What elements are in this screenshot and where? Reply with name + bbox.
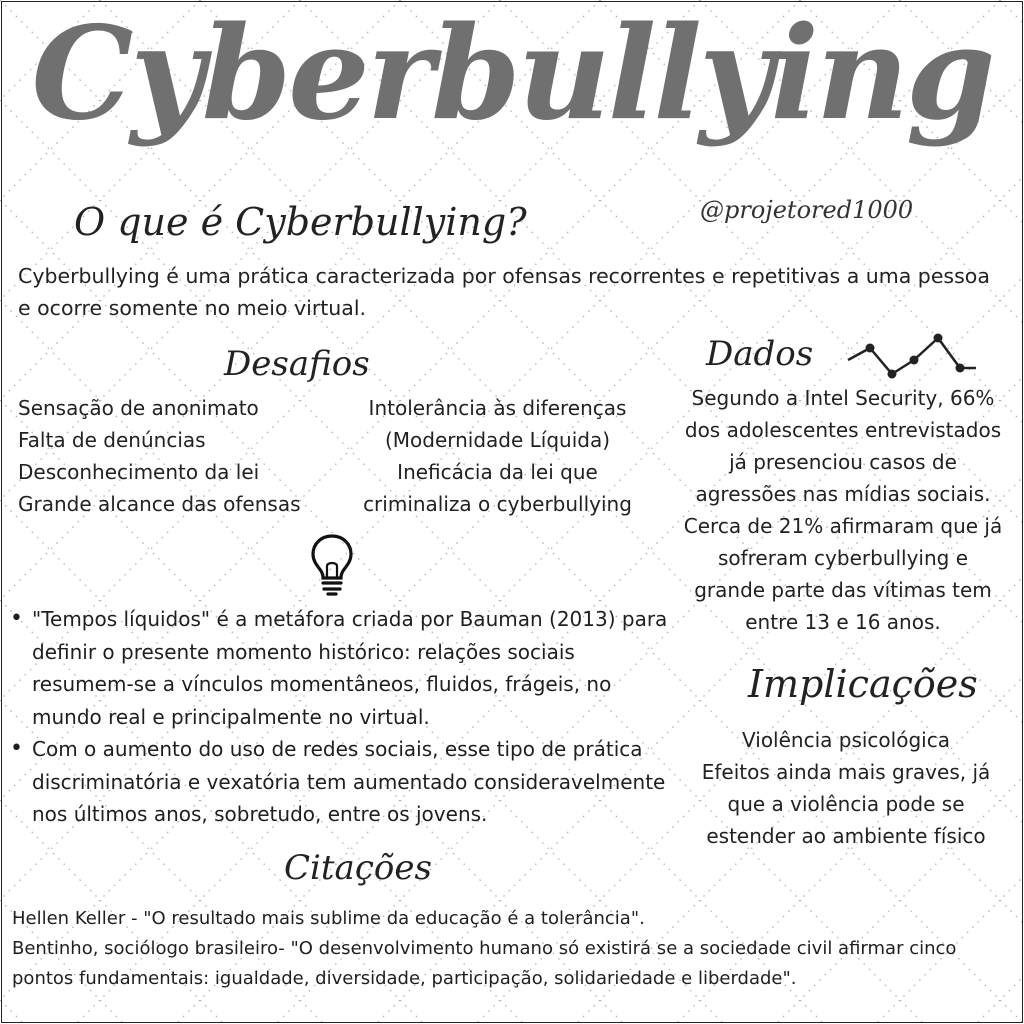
implicacoes-heading: Implicações [748,662,978,706]
dados-line: dos adolescentes entrevistados [684,418,1002,442]
desafio-item: Falta de denúncias [18,428,206,452]
dados-line: agressões nas mídias sociais. [695,482,991,506]
desafio-item: Grande alcance das ofensas [18,492,301,516]
dados-line: já presenciou casos de [729,450,957,474]
author-handle: @projetored1000 [700,196,914,224]
desafio-item: (Modernidade Líquida) [384,428,611,452]
dados-line: sofreram cyberbullying e [717,546,969,570]
desafio-item: Ineficácia da lei que [397,460,598,484]
main-title: Cyberbullying [31,0,993,149]
desafio-item: Sensação de anonimato [18,396,259,420]
quote-item: Hellen Keller - "O resultado mais sublime da educação é a tolerância". [12,908,645,929]
dados-text [662,382,1024,638]
implicacoes-text [672,724,1020,852]
desafios-column-1 [18,392,358,520]
lightbulb-icon [308,532,356,598]
quote-item: Bentinho, sociólogo brasileiro- "O desenvolvimento humano só existirá se a sociedade civil afirmar cinco pontos fundamentais: igualdade, diversidade, participação, solidariedade e liberdade". [12,938,957,989]
desafio-item: Intolerância às diferenças [368,396,627,420]
desafios-heading: Desafios [224,344,370,384]
dados-line: entre 13 e 16 anos. [745,610,941,634]
citacoes-heading: Citações [284,848,432,888]
bullet-list [10,603,670,831]
quotes-block [12,904,1002,994]
dados-line: Segundo a Intel Security, 66% [691,386,995,410]
desafio-item: criminaliza o cyberbullying [363,492,632,516]
line-chart-icon [842,330,978,386]
dados-heading: Dados [706,334,814,374]
intro-text: Cyberbullying é uma prática caracterizada por ofensas recorrentes e repetitivas a uma pessoa e ocorre somente no meio virtual. [18,264,990,320]
list-item: • Com o aumento do uso de redes sociais, esse tipo de prática discriminatória e vexatória tem aumentado consideravelmente nos últimos anos, sobretudo, entre os jovens. [10,733,670,831]
list-item: • "Tempos líquidos" é a metáfora criada por Bauman (2013) para definir o presente momento histórico: relações sociais resumem-se a vínculos momentâneos, fluidos, frágeis, no mundo real e principalmente no virtual. [10,603,670,733]
implicacao-line: estender ao ambiente físico [706,824,986,848]
desafio-item: Desconhecimento da lei [18,460,260,484]
desafios-column-2 [345,392,650,520]
implicacao-line: que a violência pode se [727,792,965,816]
dados-line: grande parte das vítimas tem [694,578,992,602]
intro-heading: O que é Cyberbullying? [74,200,527,244]
implicacao-line: Efeitos ainda mais graves, já [701,760,991,784]
implicacao-line: Violência psicológica [742,728,950,752]
dados-line: Cerca de 21% afirmaram que já [683,514,1003,538]
